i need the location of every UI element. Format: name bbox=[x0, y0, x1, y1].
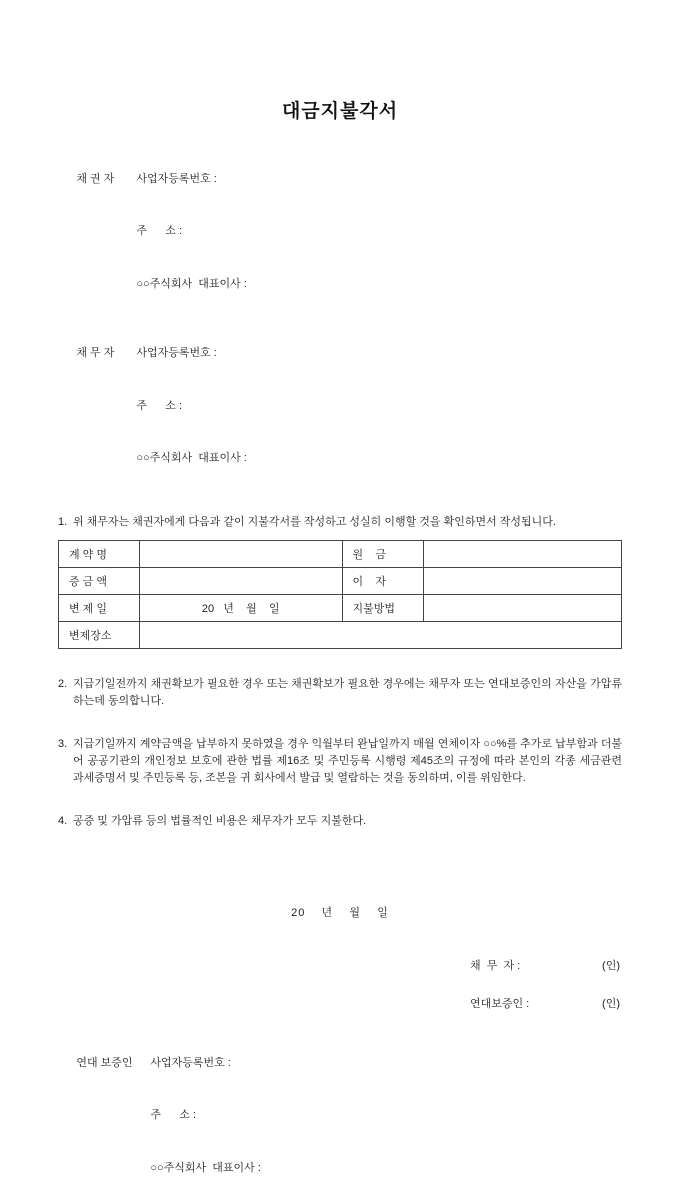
debtor-reg-number: 사업자등록번호 : bbox=[136, 347, 217, 359]
debtor-company: ○○주식회사 대표이사 : bbox=[136, 452, 247, 464]
clause-4-number: 4. bbox=[58, 815, 68, 827]
contract-name-value bbox=[140, 541, 343, 568]
interest-label: 이 자 bbox=[342, 568, 423, 595]
debtor-section bbox=[58, 328, 622, 486]
clause-3-text: 지급기일까지 계약금액을 납부하지 못하였을 경우 익월부터 완납일까지 매월 연체이자 ○○%를 추가로 납부함과 더불어 공공기관의 개인정보 보호에 관한 법률 제16조 및 주민등록 시행령 제45조의 규정에 따라 본인의 각종 세금관련 과세증명서 및 주민등록 등, 조본을 귀 회사에서 발급 및 열람하는 것을 동의하며, 이를 위임한다. bbox=[73, 738, 622, 784]
clause-1-number: 1. bbox=[58, 516, 68, 528]
principal-value bbox=[423, 541, 621, 568]
contract-table bbox=[58, 540, 622, 649]
guarantor-label: 연대 보증인 bbox=[76, 1056, 133, 1069]
guarantor-reg-row bbox=[58, 1037, 622, 1090]
debtor-signature-label: 채 무 자 : bbox=[470, 960, 521, 972]
guarantor-address-row bbox=[58, 1090, 622, 1143]
creditor-company: ○○주식회사 대표이사 : bbox=[136, 277, 247, 290]
creditor-company-row bbox=[58, 258, 622, 311]
table-row bbox=[59, 595, 622, 622]
repayment-date-value: 20 년 월 일 bbox=[140, 595, 343, 622]
creditor-reg-row bbox=[58, 153, 622, 206]
signature-block bbox=[470, 958, 620, 1013]
guarantor-signature-row bbox=[470, 996, 620, 1013]
creditor-label: 채 권 자 bbox=[76, 172, 115, 185]
clause-1 bbox=[58, 514, 622, 531]
repayment-place-label: 변제장소 bbox=[59, 622, 140, 649]
clause-3-number: 3. bbox=[58, 738, 68, 750]
repayment-date-label: 변 제 일 bbox=[59, 595, 140, 622]
guarantor-section bbox=[58, 1037, 622, 1195]
debtor-reg-row bbox=[58, 328, 622, 381]
principal-label: 원 금 bbox=[342, 541, 423, 568]
clause-3 bbox=[58, 736, 622, 787]
payment-method-label: 지불방법 bbox=[342, 595, 423, 622]
guarantor-address: 주 소 : bbox=[150, 1109, 197, 1121]
clause-4 bbox=[58, 813, 622, 830]
table-row bbox=[59, 541, 622, 568]
debtor-company-row bbox=[58, 433, 622, 486]
signing-date-line: 20 년 월 일 bbox=[291, 907, 389, 919]
clause-1-text: 위 채무자는 채권자에게 다음과 같이 지불각서를 작성하고 성실히 이행할 것을 확인하면서 작성됩니다. bbox=[73, 516, 556, 528]
deposit-value bbox=[140, 568, 343, 595]
creditor-address-row bbox=[58, 206, 622, 259]
creditor-reg-number: 사업자등록번호 : bbox=[136, 172, 217, 185]
debtor-seal-mark: (인) bbox=[602, 960, 620, 972]
contract-name-label: 계 약 명 bbox=[59, 541, 140, 568]
debtor-address: 주 소 : bbox=[136, 399, 183, 412]
creditor-address: 주 소 : bbox=[136, 225, 183, 237]
clause-2 bbox=[58, 676, 622, 710]
repayment-place-value bbox=[140, 622, 622, 649]
deposit-label: 증 금 액 bbox=[59, 568, 140, 595]
guarantor-company: ○○주식회사 대표이사 : bbox=[150, 1161, 261, 1174]
clause-2-number: 2. bbox=[58, 678, 68, 690]
table-row bbox=[59, 622, 622, 649]
guarantor-signature-label: 연대보증인 : bbox=[470, 998, 530, 1010]
debtor-address-row bbox=[58, 380, 622, 433]
guarantor-company-row bbox=[58, 1142, 622, 1195]
clause-4-text: 공증 및 가압류 등의 법률적인 비용은 채무자가 모두 지불한다. bbox=[73, 815, 367, 827]
interest-value bbox=[423, 568, 621, 595]
guarantor-seal-mark: (인) bbox=[602, 998, 620, 1010]
payment-method-value bbox=[423, 595, 621, 622]
guarantor-reg-number: 사업자등록번호 : bbox=[150, 1056, 231, 1069]
creditor-section bbox=[58, 153, 622, 311]
debtor-label: 채 무 자 bbox=[76, 347, 115, 359]
clause-2-text: 지급기일전까지 채권확보가 필요한 경우 또는 채권확보가 필요한 경우에는 채무자 또는 연대보증인의 자산을 가압류하는데 동의합니다. bbox=[73, 678, 622, 707]
debtor-signature-row bbox=[470, 958, 620, 975]
table-row bbox=[59, 568, 622, 595]
page-title: 대금지불각서 bbox=[281, 101, 399, 122]
